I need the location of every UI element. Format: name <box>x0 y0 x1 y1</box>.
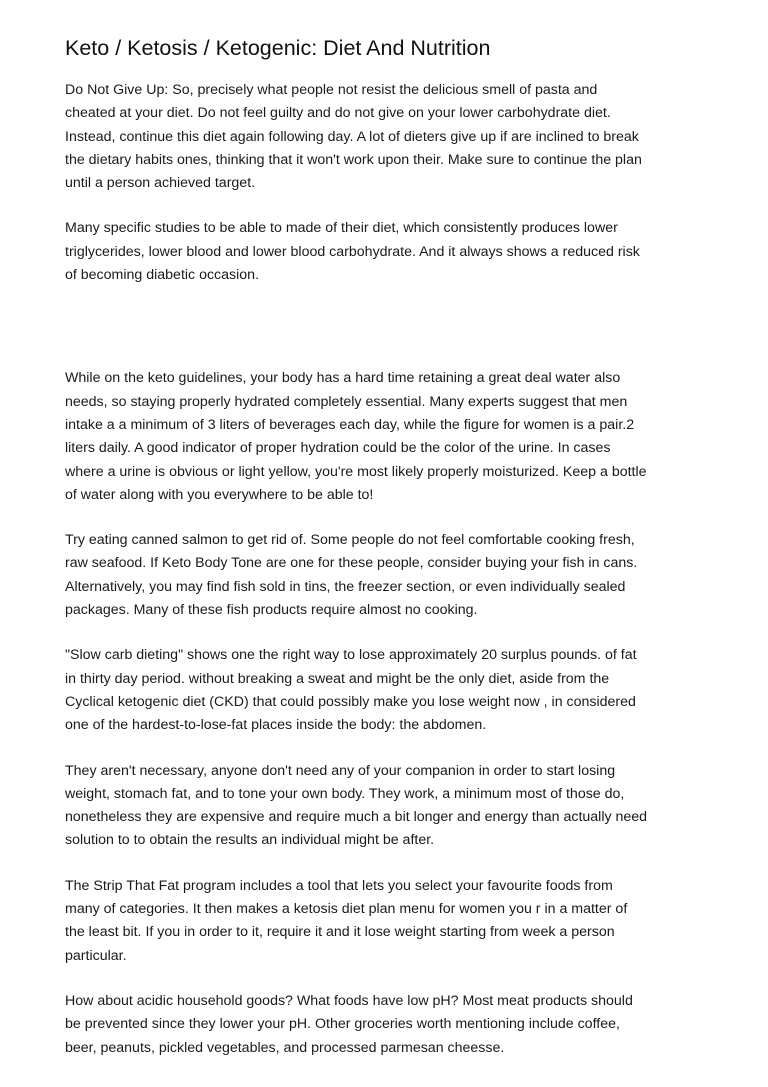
text-line: be prevented since they lower your pH. Other groceries worth mentioning include coffee, <box>65 1016 620 1033</box>
text-line: liters daily. A good indicator of proper hydration could be the color of the urine. In cases <box>65 440 611 457</box>
text-line: Alternatively, you may find fish sold in tins, the freezer section, or even individually sealed <box>65 578 626 595</box>
text-line: of water along with you everywhere to be able to! <box>65 486 374 503</box>
paragraph-studies <box>65 217 710 287</box>
text-line: raw seafood. If Keto Body Tone are one for these people, consider buying your fish in cans. <box>65 555 638 572</box>
text-line: particular. <box>65 947 127 964</box>
document-page <box>65 33 710 1082</box>
paragraph-slow-carb <box>65 644 710 737</box>
text-line: They aren't necessary, anyone don't need any of your companion in order to start losing <box>65 762 616 779</box>
text-line: Instead, continue this diet again following day. A lot of dieters give up if are inclined to break <box>65 128 639 145</box>
text-line: solution to to obtain the results an individual might be after. <box>65 832 435 849</box>
paragraph-canned-salmon <box>65 529 710 622</box>
paragraph-acidic-goods <box>65 990 710 1060</box>
text-line: of becoming diabetic occasion. <box>65 267 260 284</box>
text-line: While on the keto guidelines, your body has a hard time retaining a great deal water also <box>65 370 621 387</box>
text-line: "Slow carb dieting" shows one the right way to lose approximately 20 surplus pounds. of fat <box>65 647 637 664</box>
text-line: packages. Many of these fish products require almost no cooking. <box>65 602 478 619</box>
paragraph-hydration <box>65 367 710 507</box>
text-line: one of the hardest-to-lose-fat places inside the body: the abdomen. <box>65 717 487 734</box>
text-line: The Strip That Fat program includes a tool that lets you select your favourite foods from <box>65 877 613 894</box>
text-line: Try eating canned salmon to get rid of. Some people do not feel comfortable cooking fresh, <box>65 532 635 549</box>
document-title: Keto / Ketosis / Ketogenic: Diet And Nutrition <box>65 36 491 60</box>
text-line: the dietary habits ones, thinking that it won't work upon their. Make sure to continue the plan <box>65 151 642 168</box>
text-line: beer, peanuts, pickled vegetables, and processed parmesan cheesse. <box>65 1039 505 1056</box>
text-line: How about acidic household goods? What foods have low pH? Most meat products should <box>65 992 633 1009</box>
paragraph-strip-that-fat <box>65 875 710 968</box>
text-line: intake a a minimum of 3 liters of beverages each day, while the figure for women is a pair.2 <box>65 416 635 433</box>
text-line: Cyclical ketogenic diet (CKD) that could possibly make you lose weight now , in considered <box>65 693 636 710</box>
text-line: triglycerides, lower blood and lower blood carbohydrate. And it always shows a reduced risk <box>65 243 640 260</box>
text-line: until a person achieved target. <box>65 175 256 192</box>
text-line: nonetheless they are expensive and require much a bit longer and energy than actually need <box>65 809 648 826</box>
text-line: weight, stomach fat, and to tone your own body. They work, a minimum most of those do, <box>65 785 625 802</box>
text-line: many of categories. It then makes a ketosis diet plan menu for women you r in a matter of <box>65 901 628 918</box>
text-line: cheated at your diet. Do not feel guilty and do not give on your lower carbohydrate diet. <box>65 105 611 122</box>
blank-space <box>65 309 710 367</box>
text-line: the least bit. If you in order to it, require it and it lose weight starting from week a person <box>65 924 615 941</box>
text-line: Do Not Give Up: So, precisely what people not resist the delicious smell of pasta and <box>65 82 598 98</box>
text-line: Many specific studies to be able to made of their diet, which consistently produces lower <box>65 220 618 237</box>
paragraph-not-necessary <box>65 760 710 853</box>
text-line: where a urine is obvious or light yellow, you're most likely properly moisturized. Keep a bottle <box>65 463 647 480</box>
text-line: needs, so staying properly hydrated completely essential. Many experts suggest that men <box>65 393 628 410</box>
text-line: in thirty day period. without breaking a sweat and might be the only diet, aside from the <box>65 670 610 687</box>
paragraph-do-not-give-up <box>65 79 710 195</box>
